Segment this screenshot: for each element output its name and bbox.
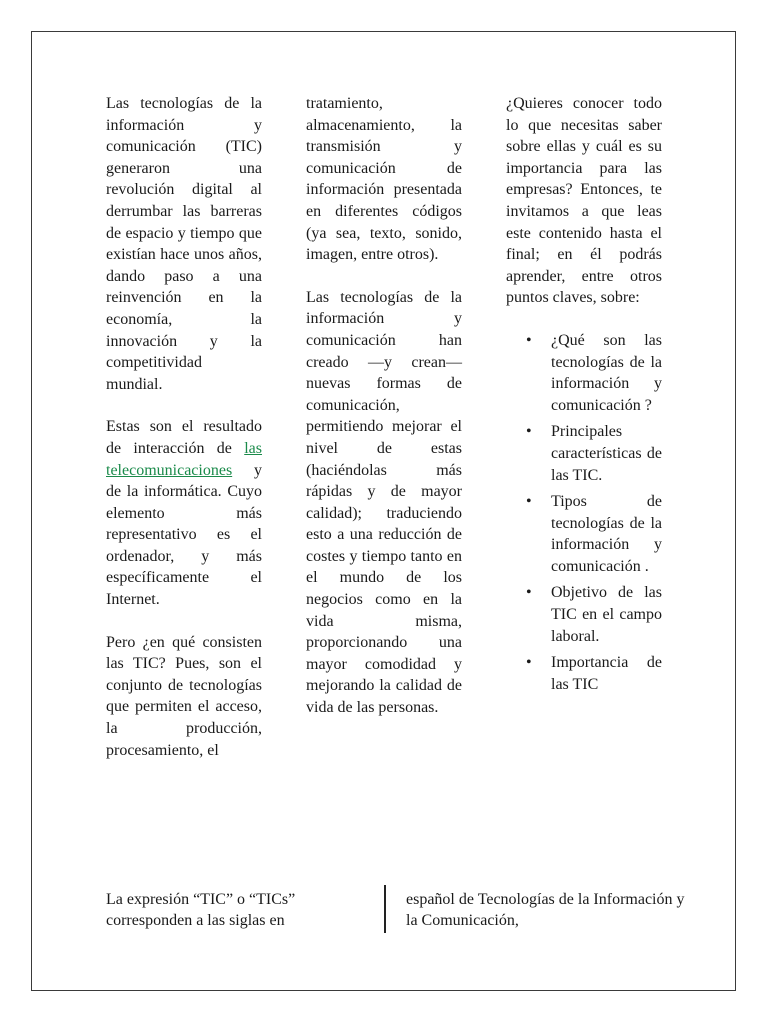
telecomunicaciones-link[interactable]: las telecomunicaciones <box>106 439 262 479</box>
paragraph-invitation: ¿Quieres conocer todo lo que necesitas saber sobre ellas y cuál es su importancia para las empresas? Entonces, te invitamos a que leas este contenido hasta el final; en él podrás aprender, entre otros puntos claves, sobre: <box>506 95 662 307</box>
paragraph-intro: Las tecnologías de la información y comunicación (TIC) generaron una revolución digital al derrumbar las barreras de espacio y tiempo que existían hace unos años, dando paso a una reinvención en la economía, la innovación y la competitividad mundial. <box>106 95 262 393</box>
paragraph-telecom-start: Estas son el resultado de interacción de <box>106 418 262 457</box>
paragraph-telecom-end: y de la informática. Cuyo elemento más representativo es el ordenador, y más específicamente el Internet. <box>106 461 262 609</box>
text-column-3 <box>506 93 662 700</box>
paragraph-continuation: tratamiento, almacenamiento, la transmisión y comunicación de información presentada en diferentes códigos (ya sea, texto, sonido, imagen, entre otros). <box>306 95 462 264</box>
paragraph-telecom <box>106 416 262 610</box>
footer-text-right: español de Tecnologías de la Información y la Comunicación, <box>406 891 685 929</box>
paragraph-benefits: Las tecnologías de la información y comunicación han creado —y crean— nuevas formas de comunicación, permitiendo mejorar el nivel de estas (haciéndolas más rápidas y de mayor calidad); traduciendo esto a una reducción de costes y tiempo tanto en el mundo de los negocios como en la vida misma, proporcionando una mayor comodidad y mejorando la calidad de vida de las personas. <box>306 288 462 717</box>
footer-divider <box>384 885 386 933</box>
list-item: • Importancia de las TIC <box>506 652 662 695</box>
list-item: • Objetivo de las TIC en el campo laboral. <box>506 582 662 647</box>
footer-text-left: La expresión “TIC” o “TICs” corresponden a las siglas en <box>106 891 296 929</box>
list-item: • ¿Qué son las tecnologías de la información y comunicación ? <box>506 330 662 416</box>
paragraph-definition: Pero ¿en qué consisten las TIC? Pues, son el conjunto de tecnologías que permiten el acceso, la producción, procesamiento, el <box>106 633 262 759</box>
text-column-2 <box>306 93 462 740</box>
list-item: • Tipos de tecnologías de la información y comunicación . <box>506 491 662 577</box>
text-column-1 <box>106 93 262 782</box>
list-item: • Principales características de las TIC. <box>506 421 662 486</box>
topics-list <box>506 330 662 696</box>
